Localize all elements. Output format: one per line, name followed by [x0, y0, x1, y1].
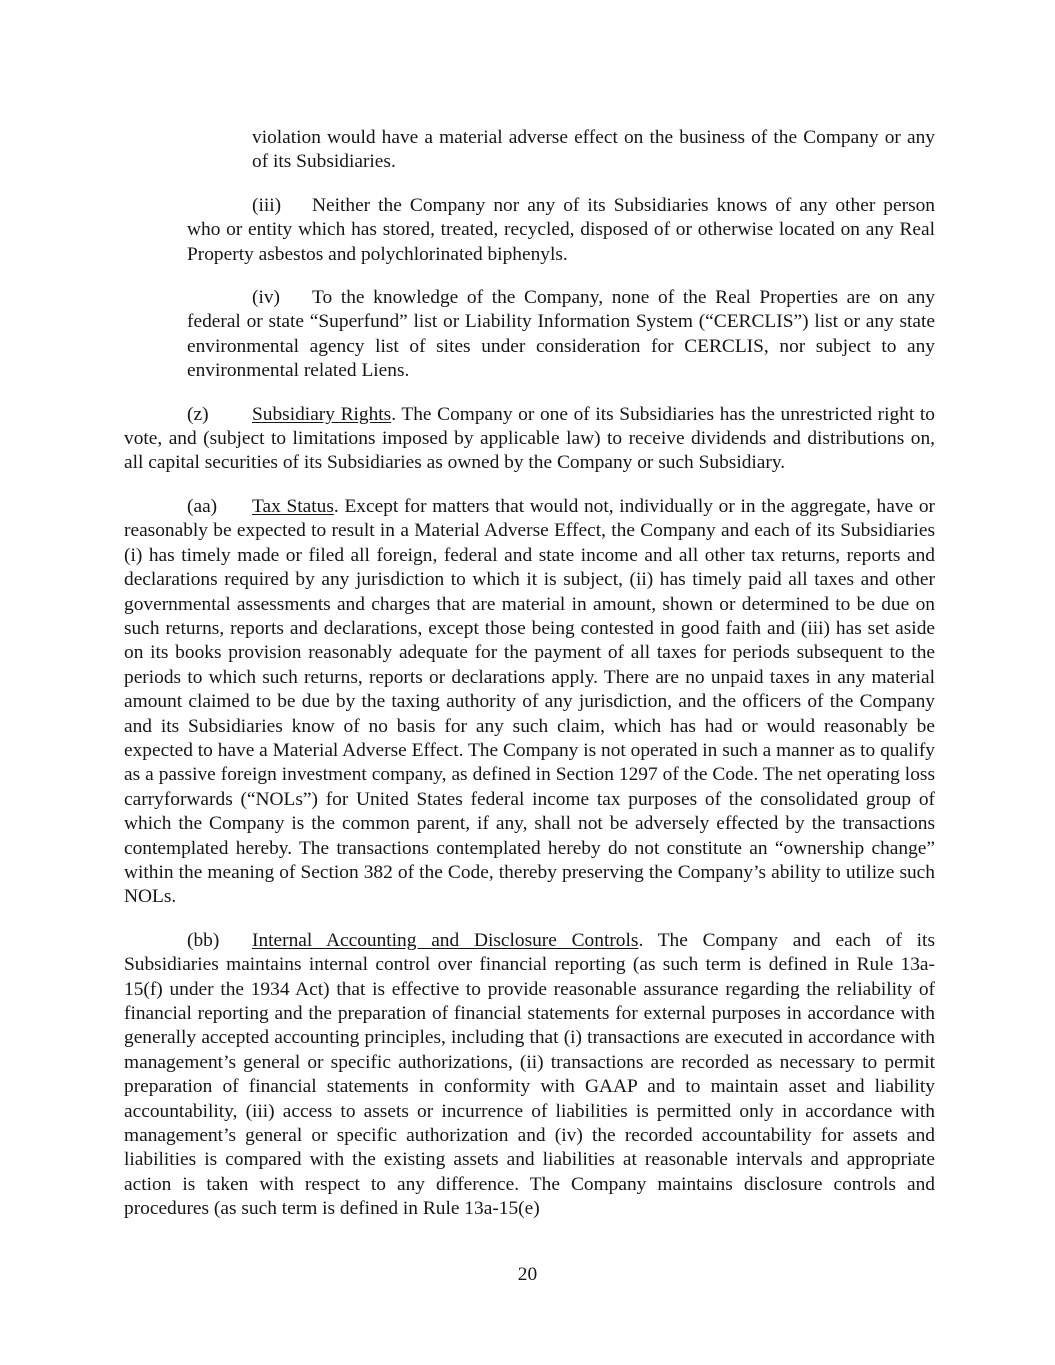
heading-separator: . — [391, 403, 402, 425]
clause-text-aa: Except for matters that would not, individually or in the aggregate, have or reasonably be expected to result in a Material Adverse Effect, the Company and each of its Subsidiaries (i) has timely made or filed all foreign, federal and state income and all other tax returns, reports and declarations required by any jurisdiction to which it is subject, (ii) has timely paid all taxes and other governmental assessments and charges that are material in amount, shown or determined to be due on such returns, reports and declarations, except those being contested in good faith and (iii) has set aside on its books provision reasonably adequate for the payment of all taxes for periods subsequent to the periods to which such returns, reports or declarations apply. There are no unpaid taxes in any material amount claimed to be due by the taxing authority of any jurisdiction, and the officers of the Company and its Subsidiaries know of no basis for any such claim, which has had or would reasonably be expected to have a Material Adverse Effect. The Company is not operated in such a manner as to qualify as a passive foreign investment company, as defined in Section 1297 of the Code. The net operating loss carryforwards (“NOLs”) for United States federal income tax purposes of the consolidated group of which the Company is the common parent, if any, shall not be adversely effected by the transactions contemplated hereby. The transactions contemplated hereby do not constitute an “ownership change” within the meaning of Section 382 of the Code, thereby preserving the Company’s ability to utilize such NOLs. — [124, 495, 935, 908]
clause-label-iii: (iii) — [252, 194, 282, 216]
section-heading-internal-accounting-and-disclosure-controls: Internal Accounting and Disclosure Controls — [252, 929, 639, 951]
clause-text-bb: The Company and each of its Subsidiaries maintains internal control over financial reporting (as such term is defined in Rule 13a-15(f) under the 1934 Act) that is effective to provide reasonable assurance regarding the reliability of financial reporting and the preparation of financial statements for external purposes in accordance with generally accepted accounting principles, including that (i) transactions are executed in accordance with management’s general or specific authorizations, (ii) transactions are recorded as necessary to permit preparation of financial statements in conformity with GAAP and to maintain asset and liability accountability, (iii) access to assets or incurrence of liabilities is permitted only in accordance with management’s general or specific authorization and (iv) the recorded accountability for assets and liabilities is compared with the existing assets and liabilities at reasonable intervals and appropriate action is taken with respect to any difference. The Company maintains disclosure controls and procedures (as such term is defined in Rule 13a-15(e) — [124, 929, 935, 1220]
section-heading-subsidiary-rights: Subsidiary Rights — [252, 403, 392, 425]
paragraph-iv — [187, 286, 935, 384]
clause-text-iii: Neither the Company nor any of its Subsidiaries knows of any other person who or entity which has stored, treated, recycled, disposed of or otherwise located on any Real Property asbestos and polychlorinated biphenyls. — [187, 194, 935, 265]
clause-label-z: (z) — [187, 403, 209, 425]
paragraph-iii — [187, 194, 935, 267]
paragraph-continuation: violation would have a material adverse effect on the business of the Company or any of its Subsidiaries. — [252, 127, 935, 173]
paragraph-z-subsidiary-rights — [124, 403, 935, 476]
heading-separator: . — [638, 929, 658, 951]
page-number: 20 — [517, 1264, 538, 1285]
clause-label-bb: (bb) — [187, 929, 220, 951]
clause-label-aa: (aa) — [187, 495, 218, 517]
heading-separator: . — [333, 495, 345, 517]
clause-text-z: The Company or one of its Subsidiaries has the unrestricted right to vote, and (subject to limitations imposed by applicable law) to receive dividends and distributions on, all capital securities of its Subsidiaries as owned by the Company or such Subsidiary. — [124, 403, 935, 474]
clause-text-iv: To the knowledge of the Company, none of the Real Properties are on any federal or state “Superfund” list or Liability Information System (“CERCLIS”) list or any state environmental agency list of sites under consideration for CERCLIS, nor subject to any environmental related Liens. — [187, 287, 935, 382]
section-heading-tax-status: Tax Status — [252, 495, 334, 517]
paragraph-aa-tax-status — [124, 495, 935, 910]
clause-label-iv: (iv) — [252, 287, 280, 309]
paragraph-bb-internal-accounting — [124, 929, 935, 1222]
